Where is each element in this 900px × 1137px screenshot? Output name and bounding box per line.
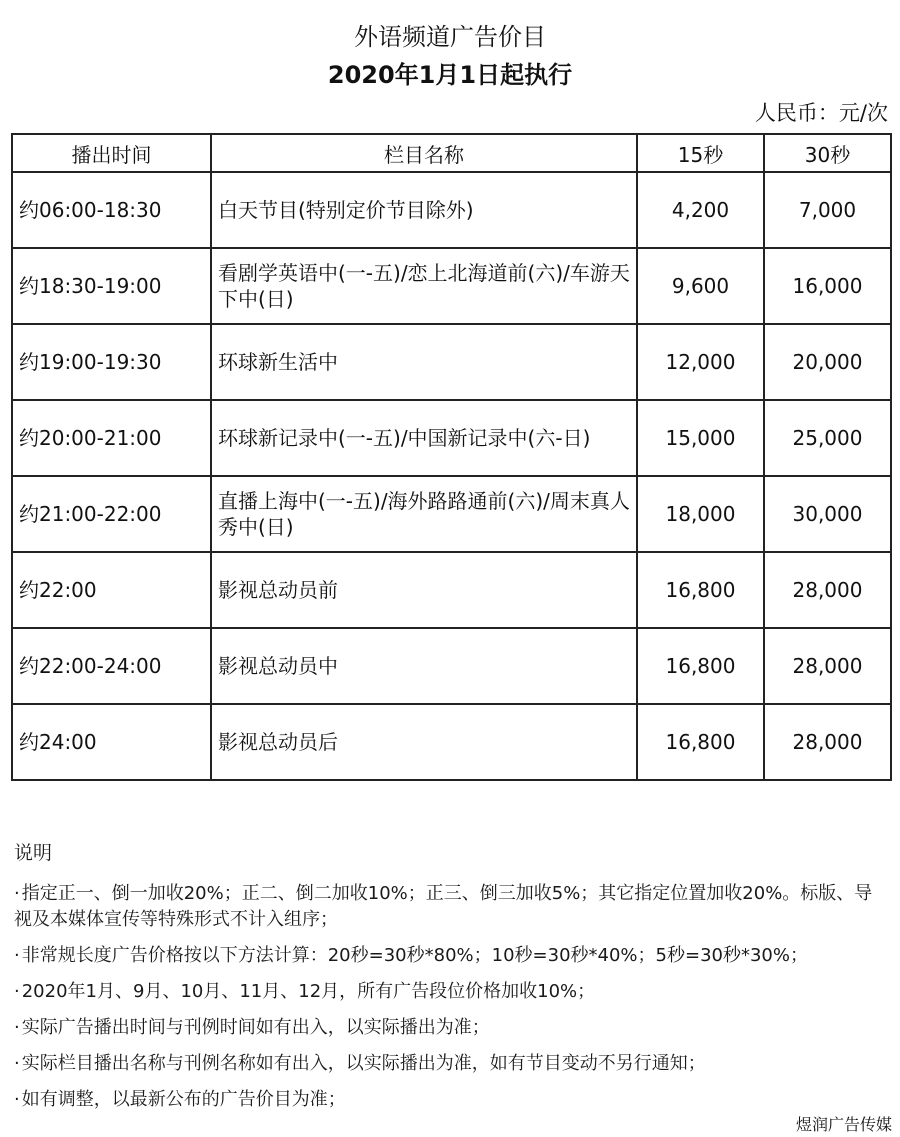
cell-program: 白天节目(特别定价节目除外) bbox=[211, 172, 637, 248]
cell-program: 直播上海中(一-五)/海外路路通前(六)/周末真人秀中(日) bbox=[211, 476, 637, 552]
cell-time: 约21:00-22:00 bbox=[12, 476, 211, 552]
column-header-program: 栏目名称 bbox=[211, 134, 637, 172]
effective-date: 2020年1月1日起执行 bbox=[327, 61, 573, 89]
cell-program: 影视总动员中 bbox=[211, 628, 637, 704]
note-text: 实际广告播出时间与刊例时间如有出入，以实际播出为准； bbox=[21, 1017, 490, 1038]
cell-time: 约18:30-19:00 bbox=[12, 248, 211, 324]
column-header-15s: 15秒 bbox=[637, 134, 764, 172]
note-item bbox=[14, 979, 890, 1005]
column-header-time: 播出时间 bbox=[12, 134, 211, 172]
bullet-glyph: · bbox=[14, 1017, 20, 1038]
cell-program: 影视总动员后 bbox=[211, 704, 637, 780]
cell-time: 约22:00-24:00 bbox=[12, 628, 211, 704]
cell-price-15s: 4,200 bbox=[637, 172, 764, 248]
table-row bbox=[12, 704, 891, 780]
cell-price-30s: 28,000 bbox=[764, 704, 891, 780]
watermark: 煜润广告传媒 bbox=[794, 1112, 894, 1135]
cell-price-30s: 30,000 bbox=[764, 476, 891, 552]
notes-heading: 说明 bbox=[14, 842, 53, 864]
cell-time: 约20:00-21:00 bbox=[12, 400, 211, 476]
page-title: 外语频道广告价目 bbox=[354, 23, 546, 51]
note-text: 实际栏目播出名称与刊例名称如有出入，以实际播出为准，如有节目变动不另行通知； bbox=[21, 1053, 706, 1074]
table-row bbox=[12, 324, 891, 400]
notes-section bbox=[14, 838, 890, 1123]
table-header-row bbox=[12, 134, 891, 172]
table-row bbox=[12, 400, 891, 476]
note-item bbox=[14, 943, 890, 969]
cell-price-15s: 16,800 bbox=[637, 704, 764, 780]
cell-time: 约24:00 bbox=[12, 704, 211, 780]
cell-price-15s: 15,000 bbox=[637, 400, 764, 476]
cell-price-15s: 16,800 bbox=[637, 552, 764, 628]
cell-price-30s: 20,000 bbox=[764, 324, 891, 400]
note-item bbox=[14, 1015, 890, 1041]
cell-price-30s: 25,000 bbox=[764, 400, 891, 476]
note-item bbox=[14, 1087, 890, 1113]
cell-price-30s: 16,000 bbox=[764, 248, 891, 324]
note-text: 如有调整，以最新公布的广告价目为准； bbox=[21, 1089, 346, 1110]
cell-program: 环球新记录中(一-五)/中国新记录中(六-日) bbox=[211, 400, 637, 476]
bullet-glyph: · bbox=[14, 981, 20, 1002]
note-item bbox=[14, 881, 890, 933]
column-header-30s: 30秒 bbox=[764, 134, 891, 172]
cell-program: 影视总动员前 bbox=[211, 552, 637, 628]
bullet-glyph: · bbox=[14, 1053, 20, 1074]
cell-time: 约19:00-19:30 bbox=[12, 324, 211, 400]
bullet-glyph: · bbox=[14, 945, 20, 966]
cell-price-15s: 12,000 bbox=[637, 324, 764, 400]
table-row bbox=[12, 628, 891, 704]
cell-program: 看剧学英语中(一-五)/恋上北海道前(六)/车游天下中(日) bbox=[211, 248, 637, 324]
note-text: 指定正一、倒一加收20%；正二、倒二加收10%；正三、倒三加收5%；其它指定位置加收20%。标版、导视及本媒体宣传等特殊形式不计入组序； bbox=[14, 883, 873, 930]
cell-price-15s: 9,600 bbox=[637, 248, 764, 324]
rate-table bbox=[11, 133, 892, 781]
bullet-glyph: · bbox=[14, 883, 20, 904]
cell-time: 约22:00 bbox=[12, 552, 211, 628]
table-row bbox=[12, 552, 891, 628]
cell-price-30s: 7,000 bbox=[764, 172, 891, 248]
cell-price-30s: 28,000 bbox=[764, 552, 891, 628]
note-text: 2020年1月、9月、10月、11月、12月，所有广告段位价格加收10%； bbox=[21, 981, 596, 1002]
cell-price-15s: 18,000 bbox=[637, 476, 764, 552]
table-row bbox=[12, 476, 891, 552]
table-row bbox=[12, 172, 891, 248]
note-text: 非常规长度广告价格按以下方法计算：20秒=30秒*80%；10秒=30秒*40%；5秒=30秒*30%； bbox=[21, 945, 808, 966]
table-row bbox=[12, 248, 891, 324]
cell-price-15s: 16,800 bbox=[637, 628, 764, 704]
cell-program: 环球新生活中 bbox=[211, 324, 637, 400]
cell-time: 约06:00-18:30 bbox=[12, 172, 211, 248]
bullet-glyph: · bbox=[14, 1089, 20, 1110]
note-item bbox=[14, 1051, 890, 1077]
cell-price-30s: 28,000 bbox=[764, 628, 891, 704]
currency-unit: 人民币：元/次 bbox=[754, 101, 888, 125]
